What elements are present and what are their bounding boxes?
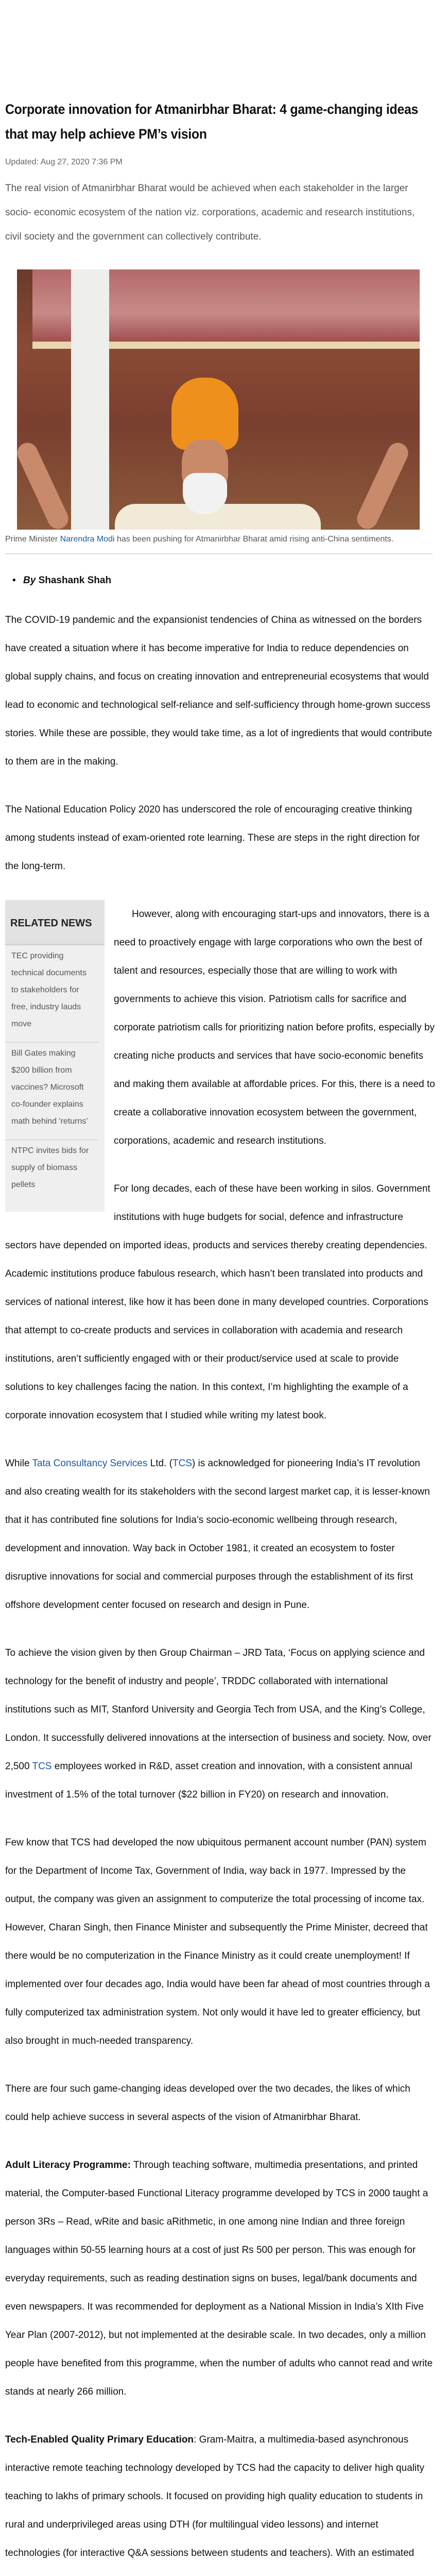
paragraph: The National Education Policy 2020 has underscored the role of encouraging creative thinking among students instead of exam-oriented rote learning. These are steps in the right direction for the long-term.	[5, 804, 420, 872]
idea-heading: Tech-Enabled Quality Primary Education	[5, 2434, 194, 2445]
paragraph	[5, 1449, 435, 1619]
related-section	[5, 900, 435, 1430]
paragraph: There are four such game-changing ideas developed over the two decades, the likes of which could help achieve success in several aspects of the vision of Atmanirbhar Bharat.	[5, 2083, 410, 2123]
related-news-box	[5, 900, 105, 1212]
image-beard	[183, 473, 227, 514]
related-news-link[interactable]: TEC providing technical documents to stakeholders for free, industry lauds move	[11, 952, 87, 1028]
link-tcs[interactable]: TCS	[32, 1761, 52, 1772]
idea-primary-education	[5, 2426, 435, 2576]
idea-adult-literacy	[5, 2151, 435, 2406]
article-title: Corporate innovation for Atmanirbhar Bharat: 4 game-changing ideas that may help achieve PM’s vision	[5, 101, 419, 142]
text: To achieve the vision given by then Group Chairman – JRD Tata, ‘Focus on applying science and technology for the benefit of industry and people’, TRDDC collaborated with international institutions such as MIT, Stanford University and Georgia Tech from USA, and the King’s College, London. It successfully delivered innovations at the intersection of business and society. Now, over 2,500	[5, 1648, 432, 1772]
hero-image	[17, 269, 420, 530]
image-right-arm	[354, 439, 411, 530]
caption-divider	[5, 553, 433, 554]
byline-by: By	[23, 575, 36, 586]
text: While	[5, 1458, 32, 1469]
paragraph: Few know that TCS had developed the now ubiquitous permanent account number (PAN) system for the Department of Income Tax, Government of India, way back in 1977. Impressed by the output, the company was given an assignment to computerize the total processing of income tax. However, Charan Singh, then Finance Minister and subsequently the Prime Minister, decreed that there would be no computerization in the Finance Ministry as it could create unemployment! If implemented over four decades ago, India would have been far ahead of most countries through a fully computerized tax administration system. Not only would it have led to greater efficiency, but also brought in much-needed transparency.	[5, 1837, 430, 2046]
caption-prefix: Prime Minister	[5, 535, 60, 544]
byline	[5, 575, 438, 586]
paragraph: For long decades, each of these have been working in silos. Government institutions with huge budgets for social, defence and infrastructure sectors have depended on imported ideas, products and services thereby creating dependencies. Academic institutions produce fabulous research, which hasn’t been translated into products and services of national interest, like how it has been done in many developed countries. Corporations that attempt to co-create products and services in collaboration with academia and research institutions, aren’t sufficiently engaged with or their product/service used at scale to provide solutions to key challenges facing the nation. In this context, I’m highlighting the example of a corporate innovation ecosystem that I studied while writing my latest book.	[5, 1183, 430, 1421]
related-news-link[interactable]: NTPC invites bids for supply of biomass pellets	[11, 1146, 89, 1189]
related-news-link[interactable]: Bill Gates making $200 billion from vaccines? Microsoft co-founder explains math behind 'returns'	[11, 1049, 88, 1126]
paragraph: However, along with encouraging start-ups and innovators, there is a need to proactively engage with large corporations who own the best of talent and resources, especially those that are willing to work with governments to achieve this vision. Patriotism calls for sacrifice and corporate patriotism calls for prioritizing nation before profits, especially by creating niche products and services that have socio-economic benefits and making them available at affordable prices. For this, there is a need to create a collaborative innovation ecosystem between the government, corporations, academic and research institutions.	[114, 909, 435, 1146]
image-left-arm	[17, 439, 72, 530]
article-body	[5, 606, 435, 2576]
article-summary: The real vision of Atmanirbhar Bharat would be achieved when each stakeholder in the larger socio- economic ecosystem of the nation viz. corporations, academic and research institutions, civil society and the government can collectively contribute.	[5, 183, 415, 242]
updated-timestamp: Updated: Aug 27, 2020 7:36 PM	[5, 158, 123, 166]
link-tcs[interactable]: TCS	[172, 1458, 192, 1469]
idea-text: : Gram-Maitra, a multimedia-based asynchronous interactive remote teaching technology developed by TCS had the capacity to deliver high quality teaching to lakhs of primary schools. It focused on providing high quality education to students in rural and underprivileged areas using DTH (for multilingual video lessons) and internet technologies (for interactive Q&A sessions between students and teachers). With an estimated	[5, 2434, 424, 2558]
caption-suffix: has been pushing for Atmanirbhar Bharat amid rising anti-China sentiments.	[114, 535, 394, 544]
byline-author: Shashank Shah	[38, 575, 112, 586]
top-spacer	[5, 0, 438, 97]
link-tata-consultancy-services[interactable]: Tata Consultancy Services	[32, 1458, 148, 1469]
caption-link-narendra-modi[interactable]: Narendra Modi	[60, 535, 115, 544]
related-news-item[interactable]	[5, 1140, 99, 1202]
image-caption	[5, 535, 438, 544]
image-turban	[171, 378, 238, 450]
text: employees worked in R&D, asset creation and innovation, with a consistent annual investment of 1.5% of the total turnover ($22 billion in FY20) on research and innovation.	[5, 1761, 412, 1800]
related-news-heading: RELATED NEWS	[5, 900, 105, 945]
paragraph	[5, 1639, 435, 1809]
image-pillar	[71, 269, 109, 530]
text: Ltd. (	[147, 1458, 173, 1469]
related-news-item[interactable]	[5, 945, 99, 1043]
idea-heading: Adult Literacy Programme:	[5, 2160, 131, 2171]
text: ) is acknowledged for pioneering India’s IT revolution and also creating wealth for its stakeholders with the second largest market cap, it is lesser-known that it has contributed fine solutions for India’s socio-economic wellbeing through research, development and innovation. Way back in October 1981, it created an ecosystem to foster disruptive innovations for social and commercial purposes through the establishment of its first offshore development center focused on research and design in Pune.	[5, 1458, 430, 1611]
related-news-item[interactable]	[5, 1043, 99, 1140]
paragraph: The COVID-19 pandemic and the expansionist tendencies of China as witnessed on the borders have created a situation where it has become imperative for India to reduce dependencies on global supply chains, and focus on creating innovation and entrepreneurial ecosystems that would lead to economic and technological self-reliance and self-sufficiency through home-grown success stories. While these are possible, they would take time, as a lot of ingredients that would contribute to them are in the making.	[5, 615, 433, 767]
idea-text: Through teaching software, multimedia presentations, and printed material, the Computer-based Functional Literacy programme developed by TCS in 2000 taught a person 3Rs – Read, wRite and basic aRithmetic, in one among nine Indian and three foreign languages within 50-55 learning hours at a cost of just Rs 500 per person. This was enough for everyday requirements, such as reading destination signs on buses, legal/bank documents and even newspapers. It was recommended for deployment as a National Mission in India’s XIth Five Year Plan (2007-2012), but not implemented at the desirable scale. In two decades, only a million people have benefited from this programme, when the number of adults who cannot read and write stands at nearly 266 million.	[5, 2160, 433, 2397]
